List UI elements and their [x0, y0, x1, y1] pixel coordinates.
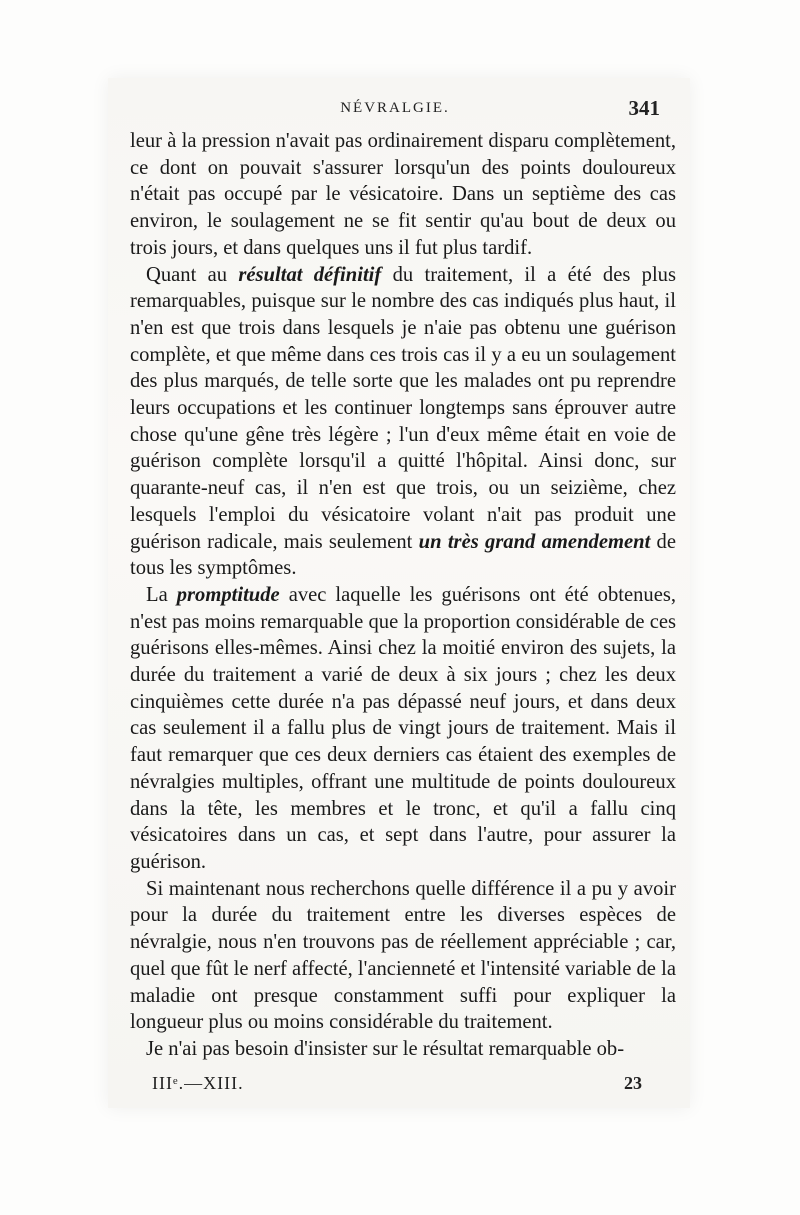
text-run: de tous les symptômes.	[130, 530, 676, 580]
paragraph-3	[130, 582, 676, 876]
italic-run: résultat définitif	[238, 263, 382, 286]
paragraph-1	[130, 128, 676, 262]
text-run: avec laquelle les guérisons ont été obtenues, n'est pas moins remarquable que la proportion considérable de ces guérisons elles-mêmes. Ainsi chez la moitié environ des sujets, la durée du traitement a varié de deux à six jours ; chez les deux cinquièmes cette durée n'a pas dépassé neuf jours, et dans deux cas seulement il a fallu plus de vingt jours de traitement. Mais il faut remarquer que ces deux derniers cas étaient des exemples de névralgies multiples, offrant une multitude de points douloureux dans la tête, les membres et le tronc, et qu'il a fallu cinq vésicatoires dans un cas, et sept dans l'autre, pour assurer la guérison.	[130, 583, 677, 873]
text-run: leur à la pression n'avait pas ordinairement disparu complètement, ce dont on pouvait s'assurer lorsqu'un des points douloureux n'était pas occupé par le vésicatoire. Dans un septième des cas environ, le soulagement ne se fit sentir qu'au bout de deux ou trois jours, et dans quelques uns il fut plus tardif.	[130, 130, 676, 259]
page-footer	[152, 1073, 642, 1101]
signature-mark: IIIᵉ.—XIII.	[152, 1073, 244, 1093]
body-text	[130, 128, 676, 1063]
text-run: Je n'ai pas besoin d'insister sur le résultat remarquable ob-	[146, 1037, 625, 1060]
text-run: La	[146, 583, 177, 606]
page-header	[130, 96, 660, 124]
italic-run: un très grand amendement	[418, 530, 651, 553]
page-number: 341	[628, 96, 660, 120]
paragraph-5	[130, 1036, 676, 1063]
sheet-number: 23	[624, 1073, 642, 1093]
running-title: NÉVRALGIE.	[340, 100, 450, 116]
italic-run: promptitude	[176, 583, 280, 606]
text-run: du traitement, il a été des plus remarquables, puisque sur le nombre des cas indiqués plus haut, il n'en est que trois dans lesquels je n'aie pas obtenu une guérison complète, et que même dans ces trois cas il y a eu un soulagement des plus marqués, de telle sorte que les malades ont pu reprendre leurs occupations et les continuer longtemps sans éprouver autre chose qu'une gêne très légère ; l'un d'eux même était en voie de guérison complète lorsqu'il a quitté l'hôpital. Ainsi donc, sur quarante-neuf cas, il n'en est que trois, ou un seizième, chez lesquels l'emploi du vésicatoire volant n'ait pas produit une guérison radicale, mais seulement	[130, 263, 676, 553]
paragraph-4	[130, 876, 676, 1036]
text-run: Si maintenant nous recherchons quelle différence il a pu y avoir pour la durée du traitement entre les diverses espèces de névralgie, nous n'en trouvons pas de réellement appréciable ; car, quel que fût le nerf affecté, l'ancienneté et l'intensité variable de la maladie ont presque constamment suffi pour expliquer la longueur plus ou moins considérable du traitement.	[130, 877, 676, 1034]
paragraph-2	[130, 262, 676, 582]
text-run: Quant au	[146, 263, 239, 286]
